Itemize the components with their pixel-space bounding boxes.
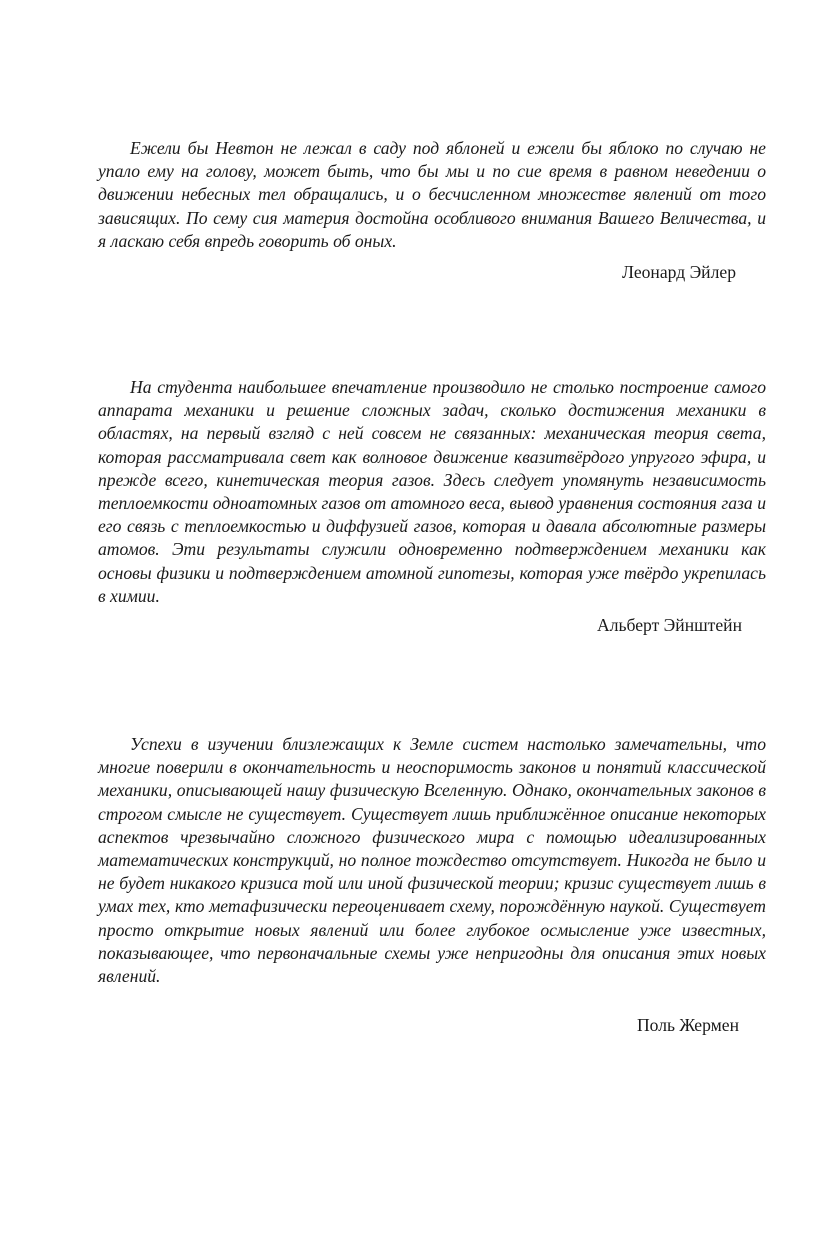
epigraph-germain [98, 733, 766, 1037]
epigraph-author: Леонард Эйлер [622, 262, 736, 283]
epigraph-quote: Успехи в изучении близлежащих к Земле систем настолько замечательны, что многие поверили в окончательность и неоспоримость законов и понятий классической механики, описывающей нашу физическую Вселенную. Однако, окончательных законов в строгом смысле не существует. Существует лишь приближённое описание некоторых аспектов чрезвычайно сложного физического мира с помощью идеализированных математических конструкций, но полное тождество отсутствует. Никогда не было и не будет никакого кризиса той или иной физической теории; кризис существует лишь в умах тех, кто метафизически переоценивает схему, порождённую наукой. Существует просто открытие новых явлений или более глубокое осмысление уже известных, показывающее, что первоначальные схемы уже непригодны для описания этих новых явлений. [98, 734, 766, 987]
epigraph-quote: Ежели бы Невтон не лежал в саду под яблоней и ежели бы яблоко по случаю не упало ему на голову, может быть, что бы мы и по сие время в равном неведении о движении небесных тел обращались, и о бесчисленном множестве явлений от того зависящих. По сему сия материя достойна особливого внимания Вашего Величества, и я ласкаю себя впредь говорить об оных. [98, 138, 766, 251]
epigraph-euler [98, 137, 766, 284]
epigraph-einstein [98, 376, 766, 637]
epigraph-author: Поль Жермен [636, 1015, 739, 1036]
epigraph-author: Альберт Эйнштейн [596, 615, 742, 636]
epigraph-quote: На студента наибольшее впечатление производило не столько построение самого аппарата механики и решение сложных задач, сколько достижения механики в областях, на первый взгляд с ней совсем не связанных: механическая теория света, которая рассматривала свет как волновое движение квазитвёрдого упругого эфира, и прежде всего, кинетическая теория газов. Здесь следует упомянуть независимость теплоемкости одноатомных газов от атомного веса, вывод уравнения состояния газа и его связь с теплоемкостью и диффузией газов, которая и давала абсолютные размеры атомов. Эти результаты служили одновременно подтверждением механики как основы физики и подтверждением атомной гипотезы, которая уже твёрдо укрепилась в химии. [98, 377, 766, 606]
